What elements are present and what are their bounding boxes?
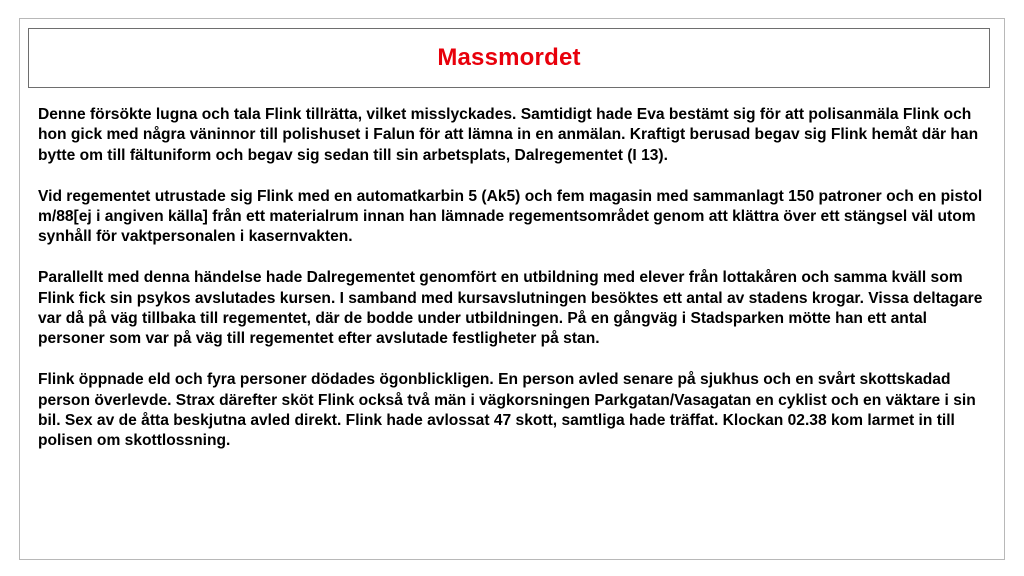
slide-body [38, 105, 984, 452]
paragraph-2: Vid regementet utrustade sig Flink med en automatkarbin 5 (Ak5) och fem magasin med sammanlagt 150 patroner och en pistol m/88[ej i angiven källa] från ett materialrum innan han lämnade regementsområdet genom att klättra över ett stängsel väl utom synhåll för vaktpersonalen i kasernvakten. [38, 187, 983, 246]
paragraph-3: Parallellt med denna händelse hade Dalregementet genomfört en utbildning med elever från lottakåren och samma kväll som Flink fick sin psykos avslutades kursen. I samband med kursavslutningen besöktes ett antal av stadens krogar. Vissa deltagare var då på väg tillbaka till regementet, där de bodde under utbildningen. På en gångväg i Stadsparken mötte han ett antal personer som var på väg till regementet efter avslutade festligheter på stan. [38, 269, 983, 348]
title-box [28, 28, 990, 88]
paragraph-1: Denne försökte lugna och tala Flink tillrätta, vilket misslyckades. Samtidigt hade Eva bestämt sig för att polisanmäla Flink och hon gick med några väninnor till polishuset i Falun för att lämna in en anmälan. Kraftigt berusad begav sig Flink hemåt där han bytte om till fältuniform och begav sig sedan till sin arbetsplats, Dalregementet (I 13). [38, 106, 979, 164]
paragraph-4: Flink öppnade eld och fyra personer dödades ögonblickligen. En person avled senare på sjukhus och en svårt skottskadad person överlevde. Strax därefter sköt Flink också två män i vägkorsningen Parkgatan/Vasagatan en cyklist och en väktare i sin bil. Sex av de åtta beskjutna avled direkt. Flink hade avlossat 47 skott, samtliga hade träffat. Klockan 02.38 kom larmet in till polisen om skottlossning. [38, 371, 976, 450]
slide-title: Massmordet [437, 44, 581, 71]
